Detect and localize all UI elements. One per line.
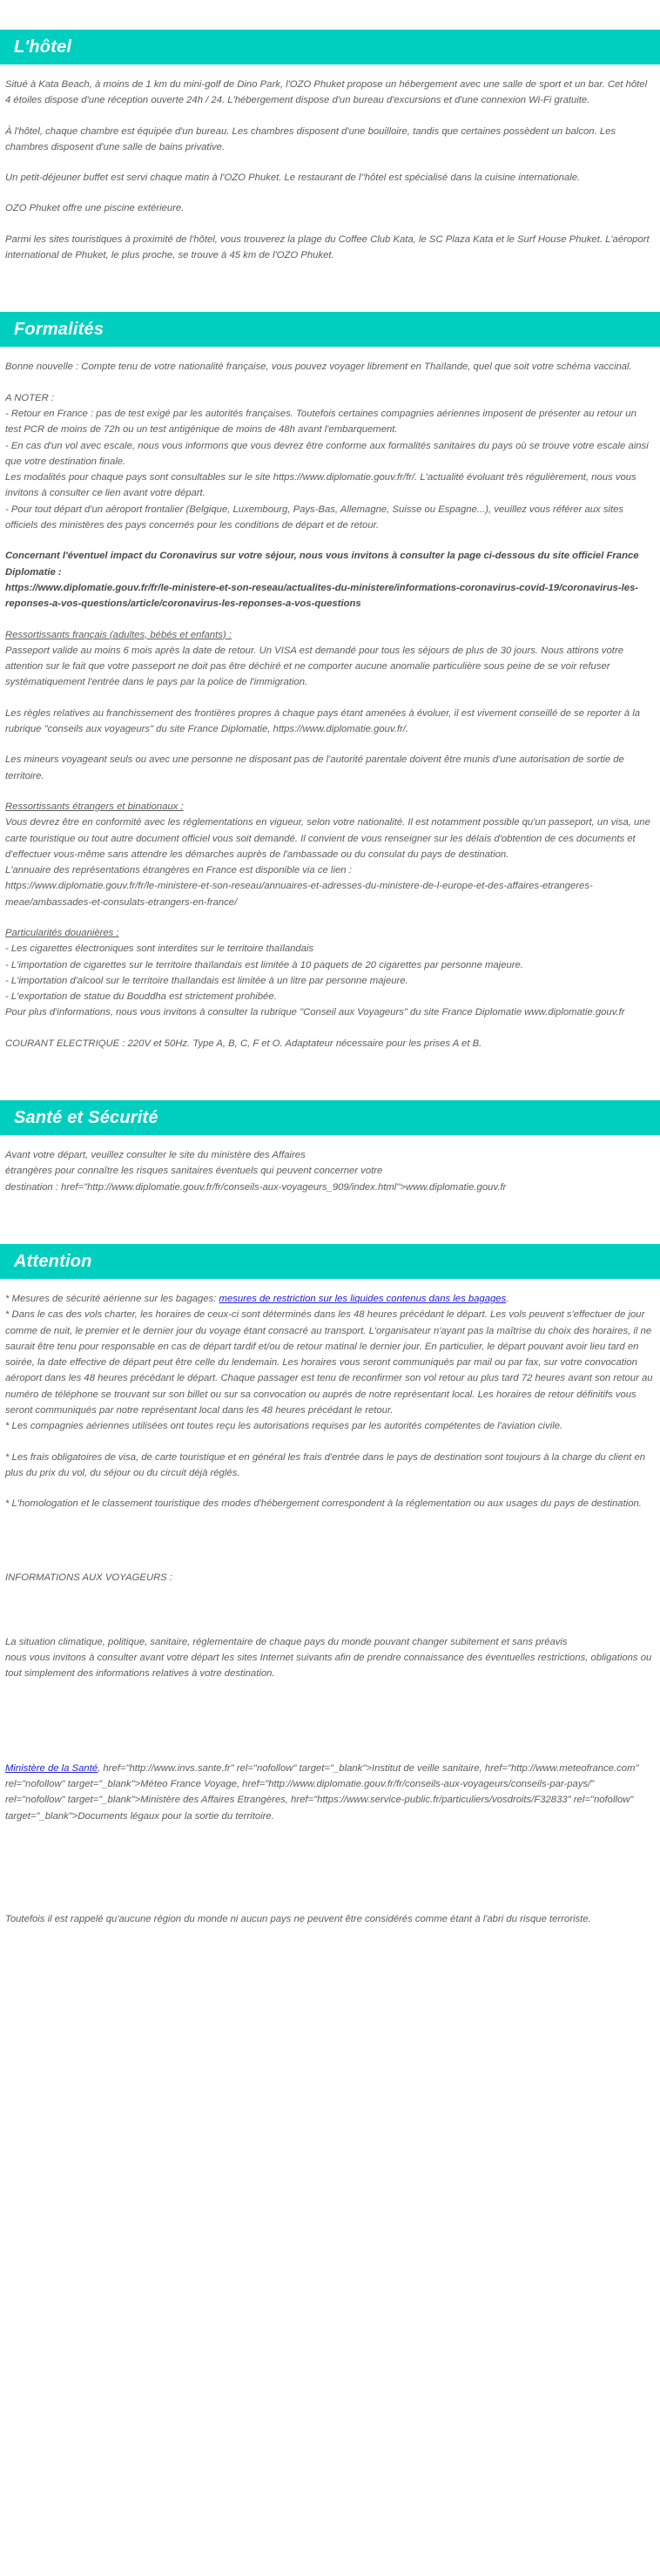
- attention-bagages-suffix: .: [506, 1293, 509, 1304]
- formalites-annuaire-url: https://www.diplomatie.gouv.fr/fr/le-ministere-et-son-reseau/annuaires-et-adresses-du-ministere-de-l-europe-et-des-affaires-etrangeres-meae/ambassades-et-consulats-etrangers-en-france/: [5, 881, 593, 908]
- formalites-note-2: - En cas d'un vol avec escale, nous vous informons que vous devrez être conforme aux formalités sanitaires du pays où se trouve votre escale ainsi que votre destination finale.: [5, 440, 649, 467]
- spacer-before-attention: [0, 1195, 660, 1244]
- formalites-ressortissants-francais-text: Passeport valide au moins 6 mois après la date de retour. Un VISA est demandé pour tous les séjours de plus de 30 jours. Nous attirons votre attention sur le fait que votre passeport ne doit pas être déchiré et ne comporter aucune anomalie particulière sous peine de se voir refuser systématiquement l'entrée dans le pays par la police de l'immigration.: [5, 645, 623, 688]
- top-spacer: [0, 0, 660, 30]
- formalites-coronavirus-url: https://www.diplomatie.gouv.fr/fr/le-ministere-et-son-reseau/actualites-du-ministere/informations-coronavirus-covid-19/coronavirus-les-reponses-a-vos-questions/article/coronavirus-les-reponses-a-vos-questions: [5, 582, 639, 610]
- formalites-courant-electrique: COURANT ELECTRIQUE : 220V et 50Hz. Type A, B, C, F et O. Adaptateur nécessaire pour les prises A et B.: [5, 1038, 482, 1049]
- hotel-paragraph-2: À l'hôtel, chaque chambre est équipée d'un bureau. Les chambres disposent d'une bouilloire, tandis que certaines possèdent un balcon. Les chambres disposent d'une salle de bains privative.: [5, 125, 616, 152]
- formalites-douanes-item-1: - Les cigarettes électroniques sont interdites sur le territoire thaïlandais: [5, 943, 314, 955]
- liquides-bagages-link[interactable]: mesures de restriction sur les liquides contenus dans les bagages: [219, 1293, 507, 1304]
- hotel-paragraph-5: Parmi les sites touristiques à proximité de l'hôtel, vous trouverez la plage du Coffee Club Kata, le SC Plaza Kata et le Surf House Phuket. L'aéroport international de Phuket, le plus proche, se trouve à 45 km de l'OZO Phuket.: [5, 233, 650, 261]
- ministere-sante-link[interactable]: Ministère de la Santé: [5, 1762, 98, 1774]
- hotel-paragraph-3: Un petit-déjeuner buffet est servi chaque matin à l'OZO Phuket. Le restaurant de l''hôtel est spécialisé dans la cuisine internationale.: [5, 172, 581, 184]
- section-body-formalites: [0, 347, 660, 1051]
- formalites-douanes-item-2: - L'importation de cigarettes sur le territoire thaïlandais est limitée à 10 paquets de 20 cigarettes par personne majeure.: [5, 959, 523, 970]
- formalites-douanes-heading: Particularités douanières :: [5, 927, 119, 938]
- hotel-paragraph-1: Situé à Kata Beach, à moins de 1 km du mini-golf de Dino Park, l'OZO Phuket propose un hébergement avec une salle de sport et un bar. Cet hôtel 4 étoiles dispose d'une réception ouverte 24h / 24. L'hébergement dispose d'un bureau d'excursions et d'une connexion Wi-Fi gratuite.: [5, 79, 648, 106]
- sante-line-3: destination : href="http://www.diplomatie.gouv.fr/fr/conseils-aux-voyageurs_909/index.html">www.diplomatie.gouv.fr: [5, 1181, 507, 1193]
- attention-situation-line-2: nous vous invitons à consulter avant votre départ les sites Internet suivants afin de prendre connaissance des éventuelles restrictions, obligations ou tout simplement des informations relatives à votre destination.: [5, 1653, 652, 1680]
- attention-frais-visa: * Les frais obligatoires de visa, de carte touristique et en général les frais d'entrée dans le pays de destination sont toujours à la charge du client en plus du prix du vol, du séjour ou du circuit déjà réglés.: [5, 1451, 646, 1478]
- section-header-sante-securite: Santé et Sécurité: [0, 1100, 660, 1135]
- attention-links-block-rest: , href="http://www.invs.sante.fr" rel="nofollow" target="_blank">Institut de veille sanitaire, href="http://www.meteofrance.com" rel="nofollow" target="_blank">Méteo France Voyage, href="http://www.diplomatie.gouv.fr/fr/conseils-aux-voyageurs/conseils-par-pays/" rel="nofollow" target="_blank">Ministère des Affaires Etrangères, href="https://www.service-public.fr/particuliers/vosdroits/F32833" rel="nofollow" target="_blank">Documents légaux pour la sortie du territoire.: [5, 1762, 639, 1822]
- section-header-hotel: L'hôtel: [0, 30, 660, 64]
- formalites-note-3: Les modalités pour chaque pays sont consultables sur le site https://www.diplomatie.gouv.fr/fr/. L'actualité évoluant très régulièrement, nous vous invitons à consulter ce lien avant votre départ.: [5, 472, 636, 499]
- attention-links-block: [5, 1761, 653, 1824]
- section-body-sante-securite: [0, 1135, 660, 1195]
- spacer-before-formalites: [0, 263, 660, 312]
- formalites-regles-frontieres: Les règles relatives au franchissement des frontières propres à chaque pays étant amenées à évoluer, il est vivement conseillé de se reporter à la rubrique "conseils aux voyageurs" du site France Diplomatie, https://www.diplomatie.gouv.fr/.: [5, 707, 641, 735]
- formalites-coronavirus-notice: Concernant l'éventuel impact du Coronavirus sur votre séjour, nous vous invitons à consulter la page ci-dessous du site officiel France Diplomatie :: [5, 551, 639, 578]
- formalites-douanes-item-5: Pour plus d'informations, nous vous invitons à consulter la rubrique "Conseil aux Voyageurs" du site France Diplomatie www.diplomatie.gouv.fr: [5, 1007, 625, 1018]
- attention-informations-heading: INFORMATIONS AUX VOYAGEURS :: [5, 1572, 173, 1583]
- section-header-attention: Attention: [0, 1244, 660, 1279]
- attention-situation-line-1: La situation climatique, politique, sanitaire, réglementaire de chaque pays du monde pouvant changer subitement et sans préavis: [5, 1636, 568, 1647]
- formalites-annuaire-text: L'annuaire des représentations étrangères en France est disponible via ce lien :: [5, 865, 352, 876]
- attention-charter: * Dans le cas des vols charter, les horaires de ceux-ci sont déterminés dans les 48 heures précédant le départ. Les vols peuvent s'effectuer de jour comme de nuit, le premier et le dernier jour du voyage étant consacré au transport. L'organisateur n'ayant pas la maîtrise du choix des horaires, il ne saurait être tenu pour responsable en cas de départ tardif et/ou de retour matinal le dernier jour. En particulier, le départ pouvant avoir lieu tard en soirée, la date effective de départ peut être celle du lendemain. Les horaires vous seront communiqués par mail ou par fax, sur votre convocation aéroport dans les 48 heures précédant le départ. Chaque passager est tenu de reconfirmer son vol retour au plus tard 72 heures avant son retour au numéro de téléphone se trouvant sur son billet ou sur sa convocation ou auprés de notre représentant local. Les horaires de retour définitifs vous seront communiqués par notre représentant local dans les 48 heures précédant le retour.: [5, 1309, 653, 1416]
- hotel-paragraph-4: OZO Phuket offre une piscine extérieure.: [5, 203, 185, 214]
- sante-line-1: Avant votre départ, veuillez consulter le site du ministère des Affaires: [5, 1150, 306, 1161]
- section-body-hotel: [0, 64, 660, 263]
- attention-compagnies: * Les compagnies aériennes utilisées ont toutes reçu les autorisations requises par les autorités compétentes de l'aviation civile.: [5, 1421, 563, 1432]
- section-body-attention: [0, 1279, 660, 1927]
- formalites-note-4: - Pour tout départ d'un aéroport frontalier (Belgique, Luxembourg, Pays-Bas, Allemagne, Suisse ou Espagne...), veuillez vous référer aux sites officiels des ministères des pays concernés pour les conditions de départ et de retour.: [5, 504, 624, 531]
- section-header-formalites: Formalités: [0, 312, 660, 347]
- attention-terrorisme: Toutefois il est rappelé qu'aucune région du monde ni aucun pays ne peuvent être considérés comme étant à l'abri du risque terroriste.: [5, 1913, 591, 1924]
- spacer-before-sante: [0, 1051, 660, 1100]
- formalites-mineurs: Les mineurs voyageant seuls ou avec une personne ne disposant pas de l'autorité parentale doivent être munis d'une autorisation de sortie de territoire.: [5, 754, 624, 781]
- formalites-douanes-item-4: - L'exportation de statue du Bouddha est strictement prohibée.: [5, 991, 277, 1003]
- formalites-ressortissants-francais-heading: Ressortissants français (adultes, bébés et enfants) :: [5, 629, 232, 640]
- formalites-ressortissants-etrangers-heading: Ressortissants étrangers et binationaux :: [5, 801, 184, 812]
- sante-line-2: étrangères pour connaître les risques sanitaires éventuels qui peuvent concerner votre: [5, 1166, 383, 1177]
- formalites-douanes-item-3: - L'importation d'alcool sur le territoire thaïlandais est limitée à un litre par personne majeure.: [5, 975, 408, 986]
- formalites-note-1: - Retour en France : pas de test exigé par les autorités françaises. Toutefois certaines compagnies aériennes imposent de présenter au retour un test PCR de moins de 72h ou un test antigénique de moins de 48h avant l'embarquement.: [5, 408, 636, 436]
- attention-homologation: * L'homologation et le classement touristique des modes d'hébergement correspondent à la réglementation ou aux usages du pays de destination.: [5, 1498, 642, 1510]
- attention-bagages-prefix: * Mesures de sécurité aérienne sur les bagages:: [5, 1293, 219, 1304]
- attention-bagages-line: [5, 1291, 653, 1307]
- formalites-ressortissants-etrangers-text: Vous devrez être en conformité avec les réglementations en vigueur, selon votre nationalité. Il est notamment possible qu'un passeport, un visa, une carte touristique ou tout autre document officiel vous soit demandé. Il convient de vous renseigner sur les délais d'obtention de ces documents et d'effectuer vous-même sans attendre les démarches auprès de l'ambassade ou du consulat du pays de destination.: [5, 817, 650, 860]
- formalites-a-noter-label: A NOTER :: [5, 392, 55, 403]
- formalites-intro: Bonne nouvelle : Compte tenu de votre nationalité française, vous pouvez voyager librement en Thaïlande, quel que soit votre schéma vaccinal.: [5, 362, 632, 373]
